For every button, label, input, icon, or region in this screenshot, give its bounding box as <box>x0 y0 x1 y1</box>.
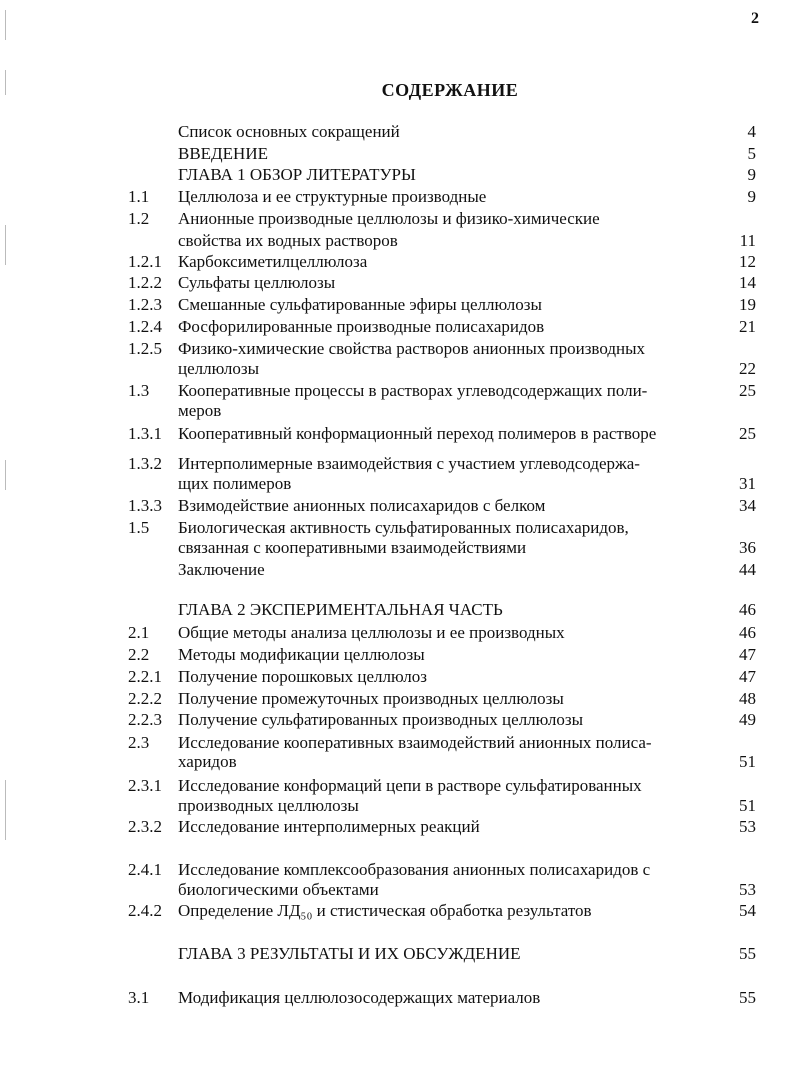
toc-line <box>0 294 799 316</box>
section-title: Методы модификации целлюлозы <box>178 645 425 664</box>
page-ref: 51 <box>739 752 756 771</box>
page-ref: 49 <box>739 710 756 729</box>
section-number: 1.5 <box>128 518 150 537</box>
page-ref: 47 <box>739 667 756 686</box>
section-title: меров <box>178 401 222 420</box>
section-title: Биологическая активность сульфатированных полисахаридов, <box>178 518 629 537</box>
page-ref: 46 <box>739 623 756 642</box>
section-number: 2.2.3 <box>128 710 162 729</box>
section-title: Исследование комплексообразования анионных полисахаридов с <box>178 860 651 879</box>
section-number: 2.4.1 <box>128 860 162 879</box>
page-ref: 48 <box>739 689 756 708</box>
section-title: Получение промежуточных производных целлюлозы <box>178 689 564 708</box>
section-number: 1.3.2 <box>128 454 162 473</box>
page-ref: 55 <box>739 988 756 1007</box>
section-title: Определение ЛД₅₀ и стистическая обработка результатов <box>178 901 592 920</box>
toc-line <box>0 121 799 143</box>
toc-line <box>0 495 799 517</box>
section-title: Карбоксиметилцеллюлоза <box>178 252 368 271</box>
page-ref: 22 <box>739 359 756 378</box>
section-title: Исследование интерполимерных реакций <box>178 817 480 836</box>
scan-edge-mark <box>5 10 6 40</box>
section-title: Исследование конформаций цепи в растворе сульфатированных <box>178 776 642 795</box>
toc-line <box>0 272 799 294</box>
page-ref: 54 <box>739 901 756 920</box>
section-title: Кооперативный конформационный переход полимеров в растворе <box>178 424 657 443</box>
section-title: Кооперативные процессы в растворах углеводсодержащих поли- <box>178 381 648 400</box>
page-ref: 36 <box>739 538 756 557</box>
section-number: 3.1 <box>128 988 150 1007</box>
page-ref: 11 <box>739 231 756 250</box>
toc-line <box>0 186 799 208</box>
section-number: 1.2.4 <box>128 317 162 336</box>
section-title: Получение сульфатированных производных целлюлозы <box>178 710 584 729</box>
page-ref: 4 <box>747 122 756 141</box>
section-title: Заключение <box>178 560 265 579</box>
section-number: 2.2.1 <box>128 667 162 686</box>
page-ref: 9 <box>747 187 756 206</box>
section-title: связанная с кооперативными взаимодействиями <box>178 538 527 557</box>
section-title: производных целлюлозы <box>178 796 359 815</box>
page-ref: 53 <box>739 880 756 899</box>
section-title: Общие методы анализа целлюлозы и ее производных <box>178 623 565 642</box>
toc-line <box>0 599 799 621</box>
toc-line <box>0 879 799 901</box>
section-number: 1.3.3 <box>128 496 162 515</box>
toc-line <box>0 473 799 495</box>
section-title: ВВЕДЕНИЕ <box>178 144 268 163</box>
section-number: 2.4.2 <box>128 901 162 920</box>
section-number: 2.3.1 <box>128 776 162 795</box>
page-ref: 55 <box>739 944 756 963</box>
toc-line <box>0 230 799 252</box>
page-ref: 21 <box>739 317 756 336</box>
section-title: Физико-химические свойства растворов анионных производных <box>178 339 646 358</box>
page-ref: 47 <box>739 645 756 664</box>
page-ref: 25 <box>739 424 756 443</box>
section-number: 1.3 <box>128 381 150 400</box>
toc-line <box>0 143 799 165</box>
section-title: Интерполимерные взаимодействия с участием углеводсодержа- <box>178 454 640 473</box>
section-title: ГЛАВА 1 ОБЗОР ЛИТЕРАТУРЫ <box>178 165 416 184</box>
toc-line <box>0 251 799 273</box>
section-title: биологическими объектами <box>178 880 379 899</box>
toc-line <box>0 666 799 688</box>
toc-line <box>0 208 799 230</box>
section-number: 1.2.2 <box>128 273 162 292</box>
toc-line <box>0 164 799 186</box>
section-number: 2.2 <box>128 645 150 664</box>
section-title: ГЛАВА 2 ЭКСПЕРИМЕНТАЛЬНАЯ ЧАСТЬ <box>178 600 503 619</box>
page-ref: 46 <box>739 600 756 619</box>
toc-line <box>0 751 799 773</box>
toc-line <box>0 644 799 666</box>
section-title: Фосфорилированные производные полисахаридов <box>178 317 545 336</box>
section-number: 1.2.1 <box>128 252 162 271</box>
toc-line <box>0 537 799 559</box>
page-ref: 14 <box>739 273 756 292</box>
section-title: свойства их водных растворов <box>178 231 398 250</box>
page-ref: 5 <box>747 144 756 163</box>
toc-line <box>0 709 799 731</box>
toc-line <box>0 775 799 797</box>
page-ref: 12 <box>739 252 756 271</box>
toc-line <box>0 987 799 1009</box>
toc-line <box>0 859 799 881</box>
page-ref: 31 <box>739 474 756 493</box>
toc-line <box>0 622 799 644</box>
section-title: целлюлозы <box>178 359 260 378</box>
page-ref: 34 <box>739 496 756 515</box>
page-ref: 19 <box>739 295 756 314</box>
section-title: харидов <box>178 752 237 771</box>
page-ref: 25 <box>739 381 756 400</box>
toc-line <box>0 358 799 380</box>
section-title: Модификация целлюлозосодержащих материалов <box>178 988 541 1007</box>
toc-line <box>0 795 799 817</box>
section-number: 2.3.2 <box>128 817 162 836</box>
toc-line <box>0 559 799 581</box>
toc-line <box>0 380 799 402</box>
section-number: 2.1 <box>128 623 150 642</box>
section-number: 1.1 <box>128 187 150 206</box>
toc-line <box>0 688 799 710</box>
section-number: 1.3.1 <box>128 424 162 443</box>
page-ref: 53 <box>739 817 756 836</box>
section-title: ГЛАВА 3 РЕЗУЛЬТАТЫ И ИХ ОБСУЖДЕНИЕ <box>178 944 521 963</box>
section-title: щих полимеров <box>178 474 292 493</box>
toc-line <box>0 423 799 445</box>
section-number: 2.3 <box>128 733 150 752</box>
page-ref: 44 <box>739 560 756 579</box>
toc-line <box>0 453 799 475</box>
section-title: Целлюлоза и ее структурные производные <box>178 187 487 206</box>
section-title: Смешанные сульфатированные эфиры целлюлозы <box>178 295 542 314</box>
toc-line <box>0 338 799 360</box>
section-title: Анионные производные целлюлозы и физико-химические <box>178 209 600 228</box>
section-number: 1.2 <box>128 209 150 228</box>
section-number: 1.2.3 <box>128 295 162 314</box>
section-title: Взимодействие анионных полисахаридов с белком <box>178 496 546 515</box>
section-title: Исследование кооперативных взаимодействий анионных полиса- <box>178 733 652 752</box>
toc-line <box>0 517 799 539</box>
section-title: Получение порошковых целлюлоз <box>178 667 427 686</box>
toc-line <box>0 943 799 965</box>
toc-line <box>0 900 799 922</box>
section-number: 2.2.2 <box>128 689 162 708</box>
page-ref: 51 <box>739 796 756 815</box>
section-title: Список основных сокращений <box>178 122 400 141</box>
section-title: Сульфаты целлюлозы <box>178 273 336 292</box>
page-number: 2 <box>751 10 759 27</box>
page-title: СОДЕРЖАНИЕ <box>381 80 519 100</box>
toc-line <box>0 316 799 338</box>
toc-line <box>0 816 799 838</box>
section-number: 1.2.5 <box>128 339 162 358</box>
page-ref: 9 <box>747 165 756 184</box>
toc-line <box>0 400 799 422</box>
